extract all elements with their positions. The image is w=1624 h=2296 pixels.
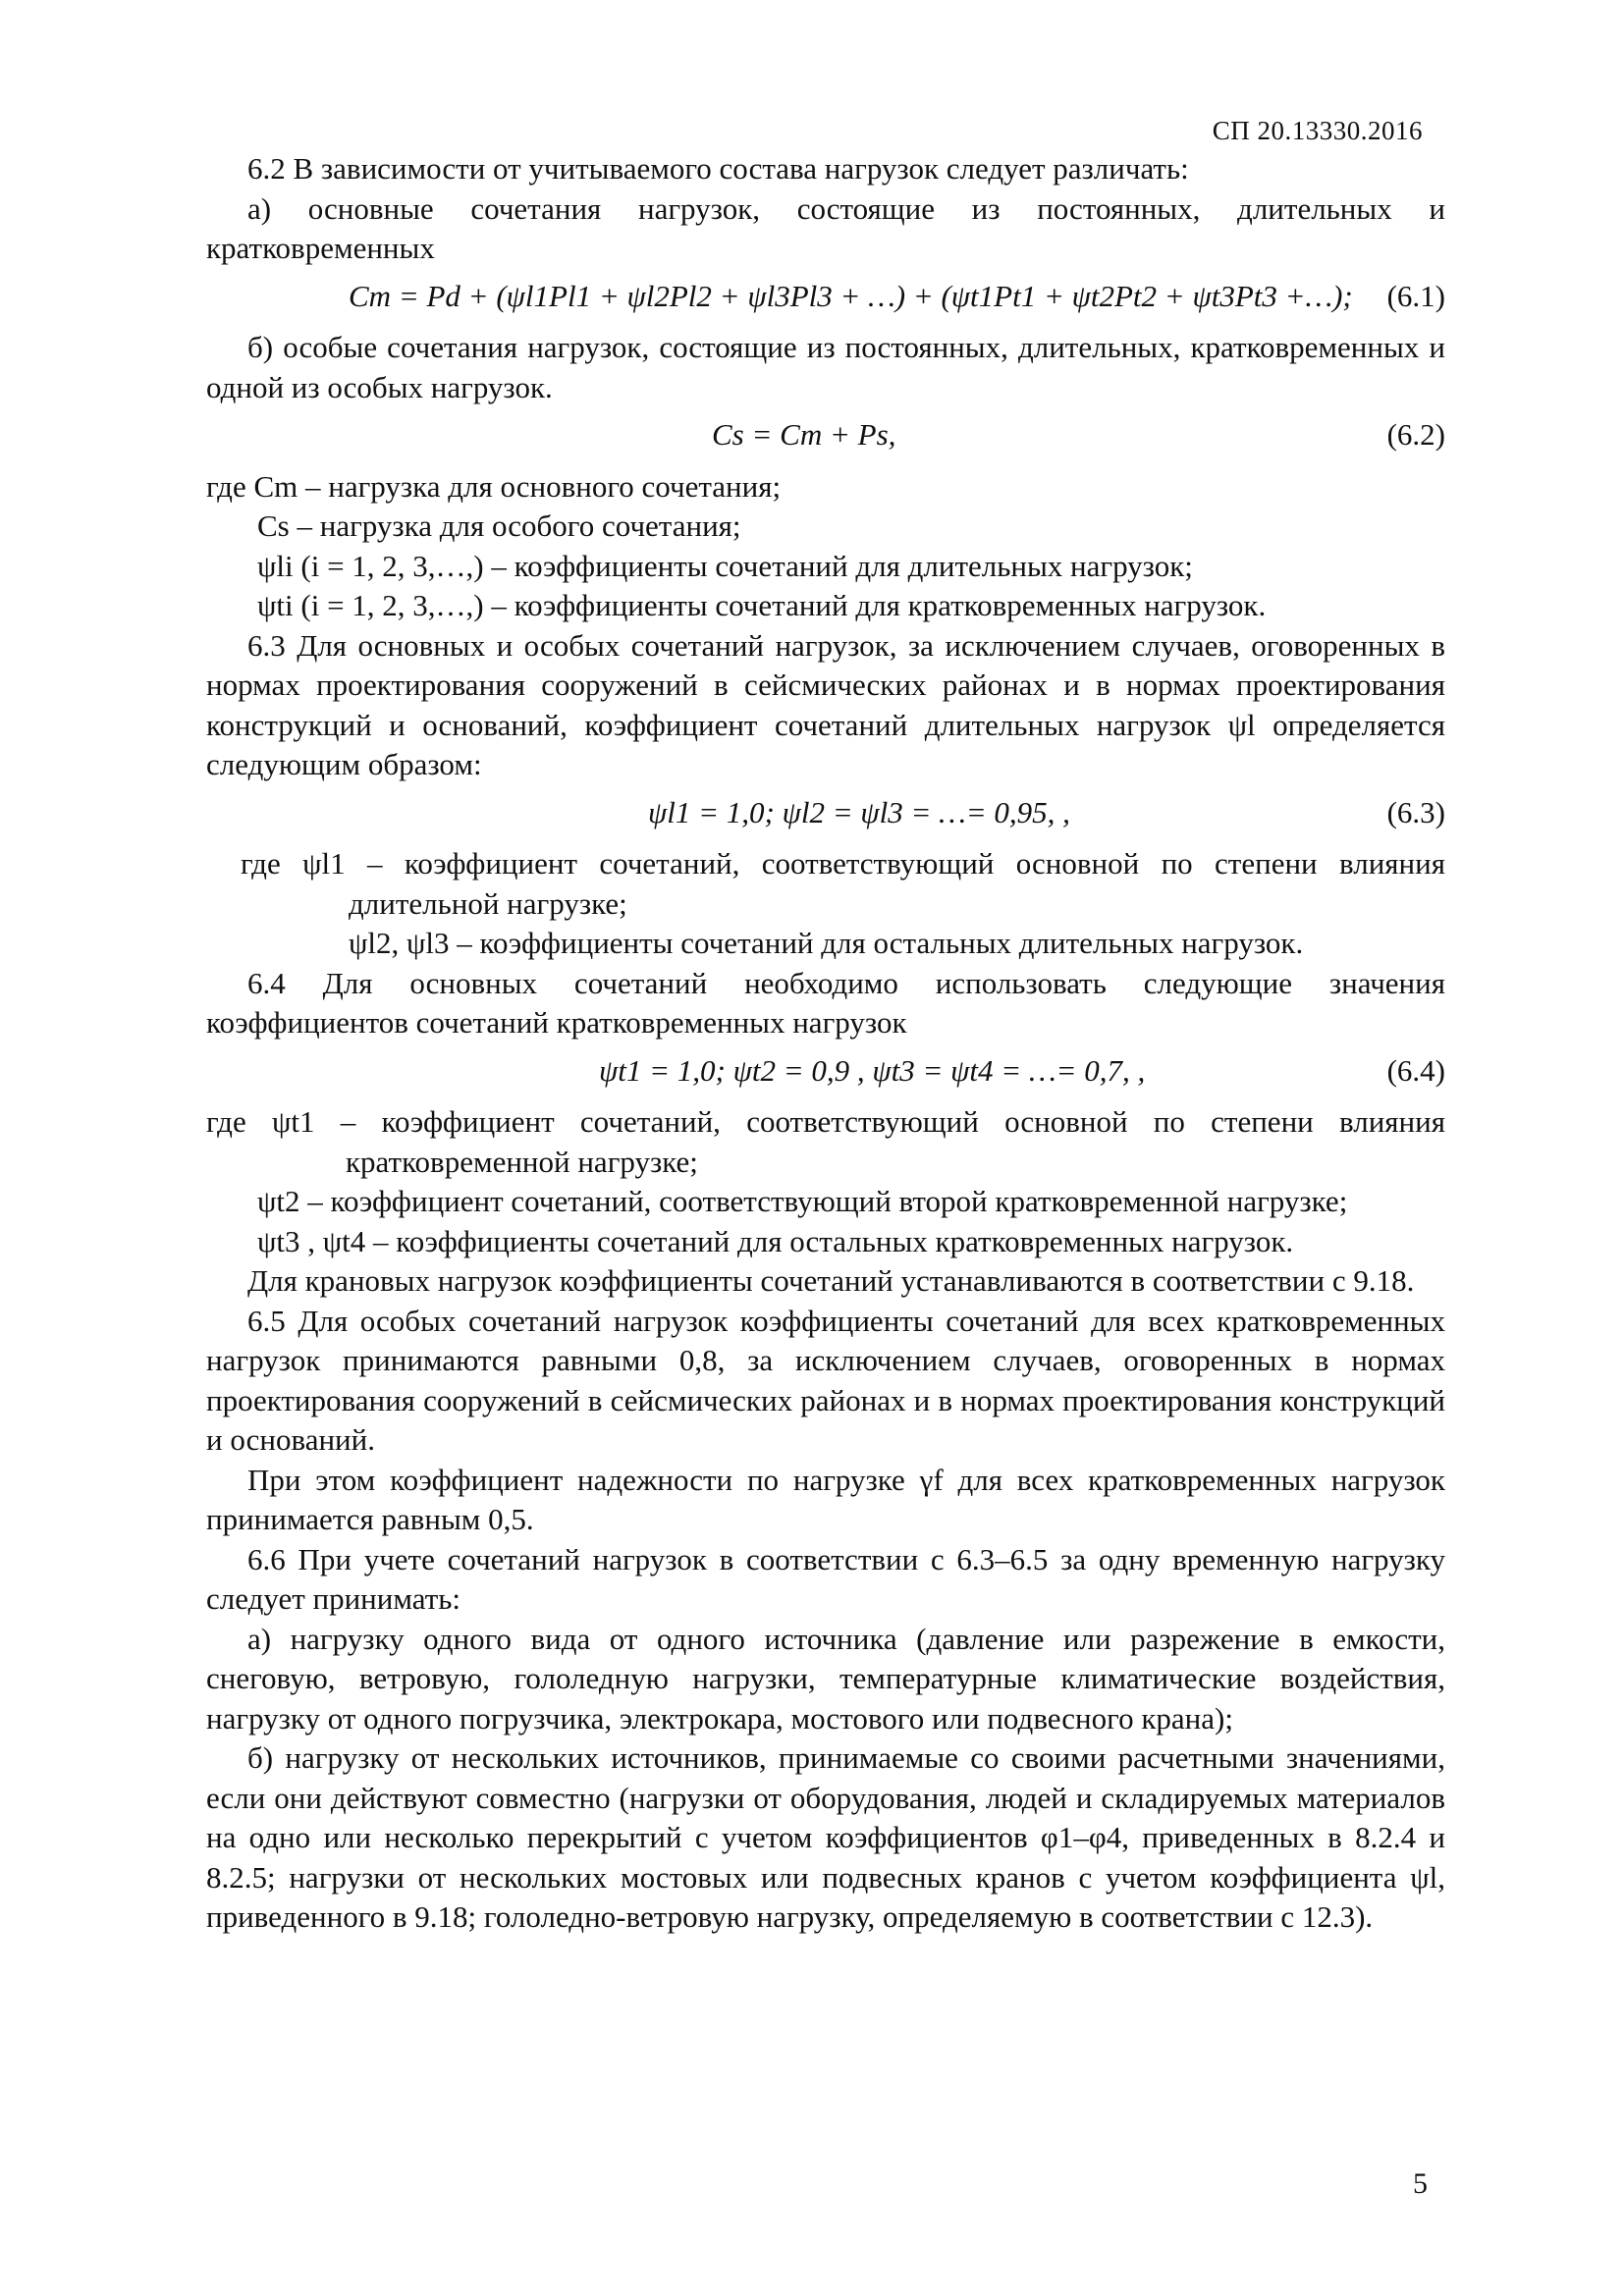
formula-6-4-expression: ψt1 = 1,0; ψt2 = 0,9 , ψt3 = ψt4 = …= 0,7, , (599, 1052, 1146, 1088)
section-6-6-text: 6.6 При учете сочетаний нагрузок в соответствии с 6.3–6.5 за одну временную нагрузку следует принимать: (206, 1541, 1445, 1616)
where-psi-t3-t4: ψt3 , ψt4 – коэффициенты сочетаний для остальных кратковременных нагрузок. (257, 1223, 1294, 1258)
where-psi-l1: где ψl1 – коэффициент сочетаний, соответствующий основной по степени влияния длительной нагрузке; (241, 846, 1445, 921)
page-number: 5 (1413, 2167, 1428, 2200)
section-6-6-item-a: а) нагрузку одного вида от одного источника (давление или разрежение в емкости, снеговую, ветровую, гололедную нагрузки, температурные климатические воздействия, нагрузку от одного погрузчика, электрокара, мостового или подвесного крана); (206, 1621, 1445, 1735)
where-psi-l2-l3: ψl2, ψl3 – коэффициенты сочетаний для остальных длительных нагрузок. (349, 926, 1304, 960)
formula-6-1-expression: Cm = Pd + (ψl1Pl1 + ψl2Pl2 + ψl3Pl3 + …) + (ψt1Pt1 + ψt2Pt2 + ψt3Pt3 +…); (349, 278, 1353, 313)
section-6-2-item-a: а) основные сочетания нагрузок, состоящие из постоянных, длительных и кратковременных (206, 190, 1445, 265)
where-psi-li: ψli (i = 1, 2, 3,…,) – коэффициенты сочетаний для длительных нагрузок; (257, 548, 1193, 583)
where-cm: где Cm – нагрузка для основного сочетания; (206, 468, 782, 504)
where-psi-t2: ψt2 – коэффициент сочетаний, соответствующий второй кратковременной нагрузке; (257, 1184, 1348, 1218)
formula-6-4 (206, 1051, 1445, 1092)
formula-6-1 (206, 277, 1445, 317)
formula-6-4-number: (6.4) (1386, 1052, 1445, 1088)
page-content (206, 149, 1445, 1938)
section-6-2-intro: 6.2 В зависимости от учитываемого состава нагрузок следует различать: (247, 151, 1189, 186)
section-6-3-text: 6.3 Для основных и особых сочетаний нагрузок, за исключением случаев, оговоренных в нормах проектирования сооружений в сейсмических районах и в нормах проектирования конструкций и оснований, коэффициент сочетаний длительных нагрузок ψl определяется следующим образом: (206, 627, 1445, 781)
formula-6-3 (206, 793, 1445, 833)
formula-6-1-number: (6.1) (1386, 278, 1445, 313)
where-cs: Cs – нагрузка для особого сочетания; (257, 508, 741, 543)
where-psi-ti: ψti (i = 1, 2, 3,…,) – коэффициенты сочетаний для кратковременных нагрузок. (257, 588, 1267, 622)
section-6-5-text-2: При этом коэффициент надежности по нагрузке γf для всех кратковременных нагрузок принимается равным 0,5. (206, 1462, 1445, 1536)
formula-6-2-expression: Cs = Cm + Ps, (712, 417, 896, 452)
formula-6-3-expression: ψl1 = 1,0; ψl2 = ψl3 = …= 0,95, , (648, 794, 1070, 829)
formula-6-2-number: (6.2) (1386, 417, 1445, 452)
formula-6-2 (206, 415, 1445, 455)
document-code: СП 20.13330.2016 (1212, 116, 1423, 145)
where-psi-t1: где ψt1 – коэффициент сочетаний, соответствующий основной по степени влияния кратковременной нагрузке; (206, 1104, 1445, 1179)
formula-6-3-number: (6.3) (1386, 794, 1445, 829)
section-6-5-text: 6.5 Для особых сочетаний нагрузок коэффициенты сочетаний для всех кратковременных нагрузок принимаются равными 0,8, за исключением случаев, оговоренных в нормах проектирования сооружений в сейсмических районах и в нормах проектирования конструкций и оснований. (206, 1303, 1445, 1457)
crane-loads-note: Для крановых нагрузок коэффициенты сочетаний устанавливаются в соответствии с 9.18. (247, 1263, 1415, 1298)
section-6-2-item-b: б) особые сочетания нагрузок, состоящие из постоянных, длительных, кратковременных и одной из особых нагрузок. (206, 330, 1445, 404)
section-6-4-text: 6.4 Для основных сочетаний необходимо использовать следующие значения коэффициентов сочетаний кратковременных нагрузок (206, 965, 1445, 1040)
section-6-6-item-b: б) нагрузку от нескольких источников, принимаемые со своими расчетными значениями, если они действуют совместно (нагрузки от оборудования, людей и складируемых материалов на одно или несколько перекрытий с учетом коэффициентов φ1–φ4, приведенных в 8.2.4 и 8.2.5; нагрузки от нескольких мостовых или подвесных кранов с учетом коэффициента ψl, приведенного в 9.18; гололедно-ветровую нагрузку, определяемую в соответствии с 12.3). (206, 1740, 1445, 1934)
